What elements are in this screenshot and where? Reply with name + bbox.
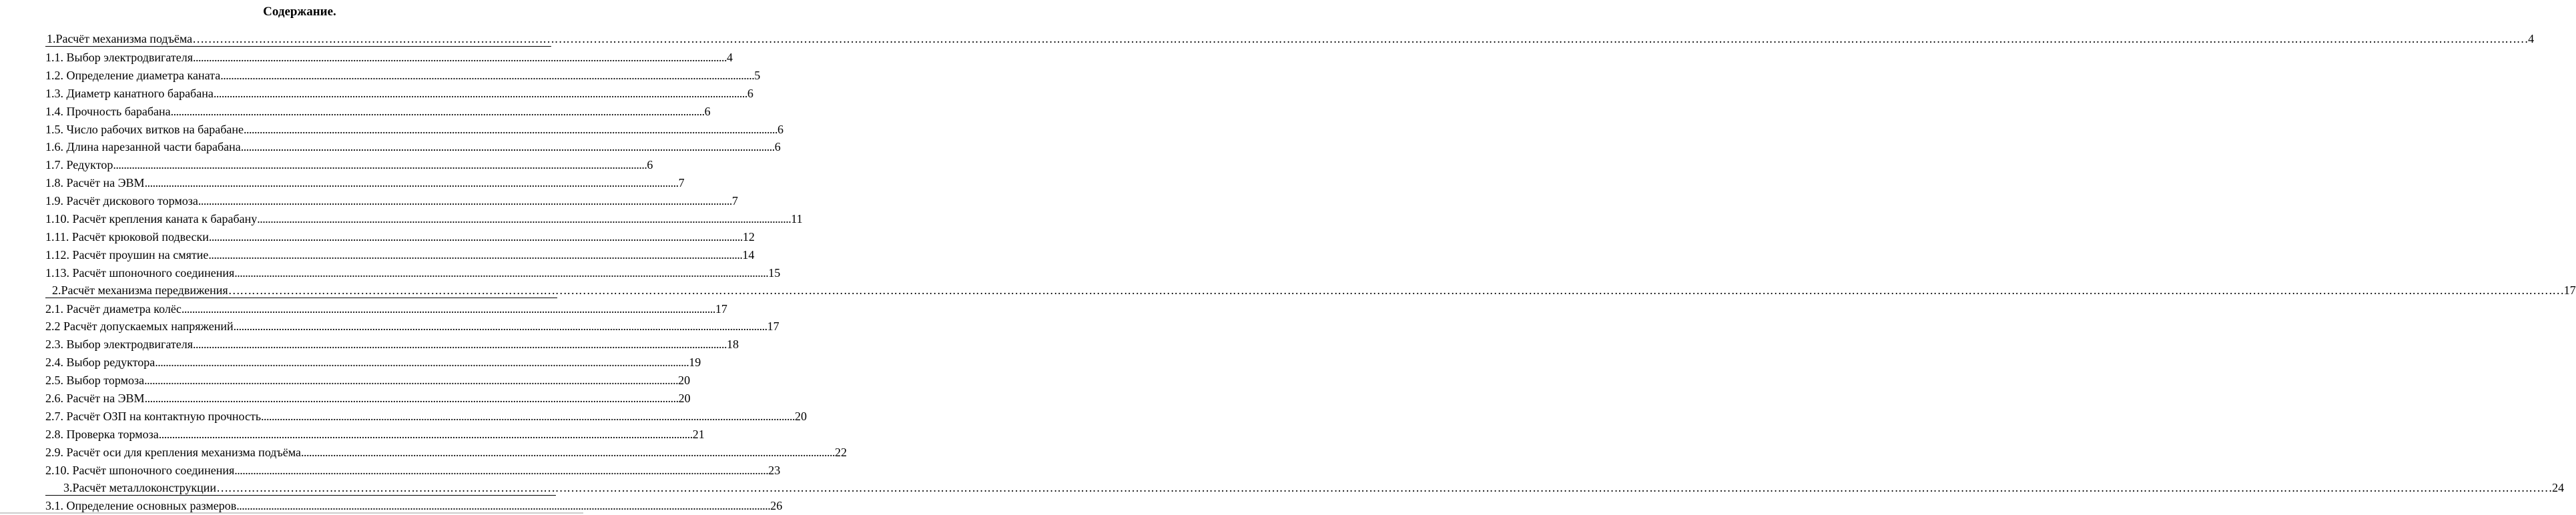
dot-leader: ........................................................................................................................................................................................................	[234, 463, 769, 477]
dot-leader: ……………………………………………………………………………………………………………………………………………………………………………………………………………………………………………………………………………………………………………………………………………………………………………………………………………………………………………………………………………………………………………………………………………………	[216, 480, 2553, 494]
dot-leader: ........................................................................................................................................................................................................	[236, 499, 771, 513]
toc-entry-page: 26	[770, 499, 783, 513]
toc-entry-page: 7	[731, 194, 738, 208]
dot-leader: ........................................................................................................................................................................................................	[234, 266, 769, 280]
toc-entry[interactable]	[45, 316, 779, 334]
toc-entry-page: 20	[678, 374, 691, 388]
toc-entry-page: 6	[647, 158, 653, 172]
toc-entry-label: 3.Расчёт металлоконструкции	[63, 480, 217, 494]
toc-entry-page: 6	[774, 140, 781, 154]
page-title: Содержание.	[263, 5, 336, 19]
toc-entry[interactable]	[45, 173, 685, 190]
dot-leader: ........................................................................................................................................................................................................	[240, 140, 775, 154]
toc-entry-page: 4	[2528, 32, 2535, 45]
dot-leader: ........................................................................................................................................................................................................	[208, 247, 743, 262]
toc-entry-label: 1.8. Расчёт на ЭВМ	[45, 176, 145, 190]
toc-entry-label: 2.3. Выбор электродвигателя	[45, 338, 194, 352]
toc-entry[interactable]	[45, 496, 783, 513]
toc-entry[interactable]	[45, 119, 784, 137]
dot-leader: ........................................................................................................................................................................................................	[181, 302, 715, 316]
toc-entry-label: 2.4. Выбор редуктора	[45, 356, 155, 370]
toc-entry-label: 1.7. Редуктор	[45, 158, 113, 172]
toc-entry[interactable]	[45, 101, 711, 119]
dot-leader: ........................................................................................................................................................................................................	[155, 356, 689, 370]
toc-entry-label: 1.9. Расчёт дискового тормоза	[45, 194, 198, 208]
dot-leader: ........................................................................................................................................................................................................	[193, 50, 727, 64]
dot-leader: ........................................................................................................................................................................................................	[193, 338, 727, 352]
toc-entry-label: 1.2. Определение диаметра каната	[45, 68, 221, 82]
toc-entry-label: 2.10. Расчёт шпоночного соединения	[45, 463, 235, 477]
toc-entry-page: 15	[768, 266, 781, 280]
dot-leader: ........................................................................................................................................................................................................	[301, 445, 836, 459]
dot-leader: ........................................................................................................................................................................................................	[170, 104, 705, 118]
toc-entry-label: 3.1. Определение основных размеров	[45, 499, 237, 513]
toc-entry-page: 18	[727, 338, 739, 352]
toc-entry[interactable]	[45, 245, 755, 262]
toc-entry-label: 1.12. Расчёт проушин на смятие	[45, 247, 209, 262]
toc-entry[interactable]	[45, 155, 653, 172]
toc-entry-label: 2.9. Расчёт оси для крепления механизма подъёма	[45, 445, 302, 459]
toc-entry-page: 20	[678, 392, 691, 405]
dot-leader: ........................................................................................................................................................................................................	[144, 392, 679, 405]
toc-entry[interactable]	[45, 370, 691, 388]
toc-entry-page: 23	[768, 463, 781, 477]
dot-leader: ........................................................................................................................................................................................................	[233, 320, 767, 334]
toc-entry[interactable]	[45, 83, 753, 101]
toc-entry-label: 2.8. Проверка тормоза	[45, 427, 159, 441]
toc-entry[interactable]	[45, 65, 761, 83]
toc-entry-label: 1.4. Прочность барабана	[45, 104, 171, 118]
toc-entry-page: 4	[727, 50, 733, 64]
toc-entry-page: 17	[2563, 283, 2576, 297]
dot-leader: ........................................................................................................................................................................................................	[113, 158, 647, 172]
dot-leader: ……………………………………………………………………………………………………………………………………………………………………………………………………………………………………………………………………………………………………………………………………………………………………………………………………………………………………………………………………………………………………………………………………………………	[192, 32, 2529, 45]
toc-entry-label: 2.6. Расчёт на ЭВМ	[45, 392, 145, 405]
toc-entry[interactable]	[45, 227, 755, 244]
toc-entry-page: 6	[777, 122, 784, 136]
toc-entry-label: 2.7. Расчёт ОЗП на контактную прочность	[45, 409, 262, 423]
dot-leader: ........................................................................................................................................................................................................	[198, 194, 732, 208]
dot-leader: ........................................................................................................................................................................................................	[144, 374, 679, 388]
toc-entry-label: 1.1. Выбор электродвигателя	[45, 50, 194, 64]
dot-leader: ........................................................................................................................................................................................................	[208, 229, 743, 243]
toc-entry-page: 6	[747, 86, 753, 100]
toc-entry-page: 5	[754, 68, 761, 82]
toc-entry[interactable]	[45, 191, 738, 208]
toc-entry-page: 17	[767, 320, 779, 334]
toc-entry[interactable]	[45, 424, 705, 442]
toc-entry[interactable]	[45, 47, 733, 65]
toc-entry-label: 2.5. Выбор тормоза	[45, 374, 145, 388]
toc-entry-label: 2.Расчёт механизма передвижения	[52, 283, 228, 297]
toc-entry-page: 19	[689, 356, 701, 370]
toc-section-entry[interactable]	[45, 281, 2576, 298]
toc-section-entry[interactable]	[45, 29, 2535, 47]
toc-entry-label: 1.13. Расчёт шпоночного соединения	[45, 266, 235, 280]
toc-entry[interactable]	[45, 442, 848, 460]
toc-entry-page: 6	[704, 104, 711, 118]
toc-entry[interactable]	[45, 460, 781, 478]
toc-entry[interactable]	[45, 299, 727, 316]
toc-entry[interactable]	[45, 137, 781, 154]
toc-entry-page: 22	[835, 445, 848, 459]
dot-leader: ……………………………………………………………………………………………………………………………………………………………………………………………………………………………………………………………………………………………………………………………………………………………………………………………………………………………………………………………………………………………………………………………………………………	[228, 283, 2564, 297]
toc-entry-page: 20	[795, 409, 808, 423]
toc-entry-label: 2.2 Расчёт допускаемых напряжений	[45, 320, 234, 334]
toc-entry[interactable]	[45, 406, 808, 424]
toc-section-entry[interactable]	[45, 478, 2565, 496]
toc-entry[interactable]	[45, 334, 739, 352]
dot-leader: ........................................................................................................................................................................................................	[244, 122, 778, 136]
dot-leader: ........................................................................................................................................................................................................	[261, 409, 795, 423]
dot-leader: ........................................................................................................................................................................................................	[144, 176, 679, 190]
toc-entry-label: 1.Расчёт механизма подъёма	[47, 32, 193, 45]
toc-entry-page: 24	[2552, 480, 2565, 494]
toc-entry-page: 17	[715, 302, 727, 316]
toc-entry-label: 1.10. Расчёт крепления каната к барабану	[45, 212, 258, 225]
toc-entry-page: 21	[692, 427, 705, 441]
toc-entry-label: 1.6. Длина нарезанной части барабана	[45, 140, 241, 154]
toc-entry-label: 2.1. Расчёт диаметра колёс	[45, 302, 182, 316]
toc-entry-page: 11	[791, 212, 803, 225]
toc-entry-page: 12	[742, 229, 755, 243]
toc-entry-label: 1.5. Число рабочих витков на барабане	[45, 122, 244, 136]
toc-entry[interactable]	[45, 352, 701, 370]
toc-entry[interactable]	[45, 209, 803, 226]
page-border	[0, 512, 583, 514]
toc-entry[interactable]	[45, 263, 781, 280]
toc-entry-label: 1.11. Расчёт крюковой подвески	[45, 229, 209, 243]
dot-leader: ........................................................................................................................................................................................................	[257, 212, 791, 225]
toc-entry-page: 14	[742, 247, 755, 262]
dot-leader: ........................................................................................................................................................................................................	[220, 68, 755, 82]
dot-leader: ........................................................................................................................................................................................................	[158, 427, 693, 441]
toc-entry-page: 7	[678, 176, 685, 190]
toc-entry-label: 1.3. Диаметр канатного барабана	[45, 86, 214, 100]
toc-entry[interactable]	[45, 388, 691, 406]
dot-leader: ........................................................................................................................................................................................................	[213, 86, 747, 100]
